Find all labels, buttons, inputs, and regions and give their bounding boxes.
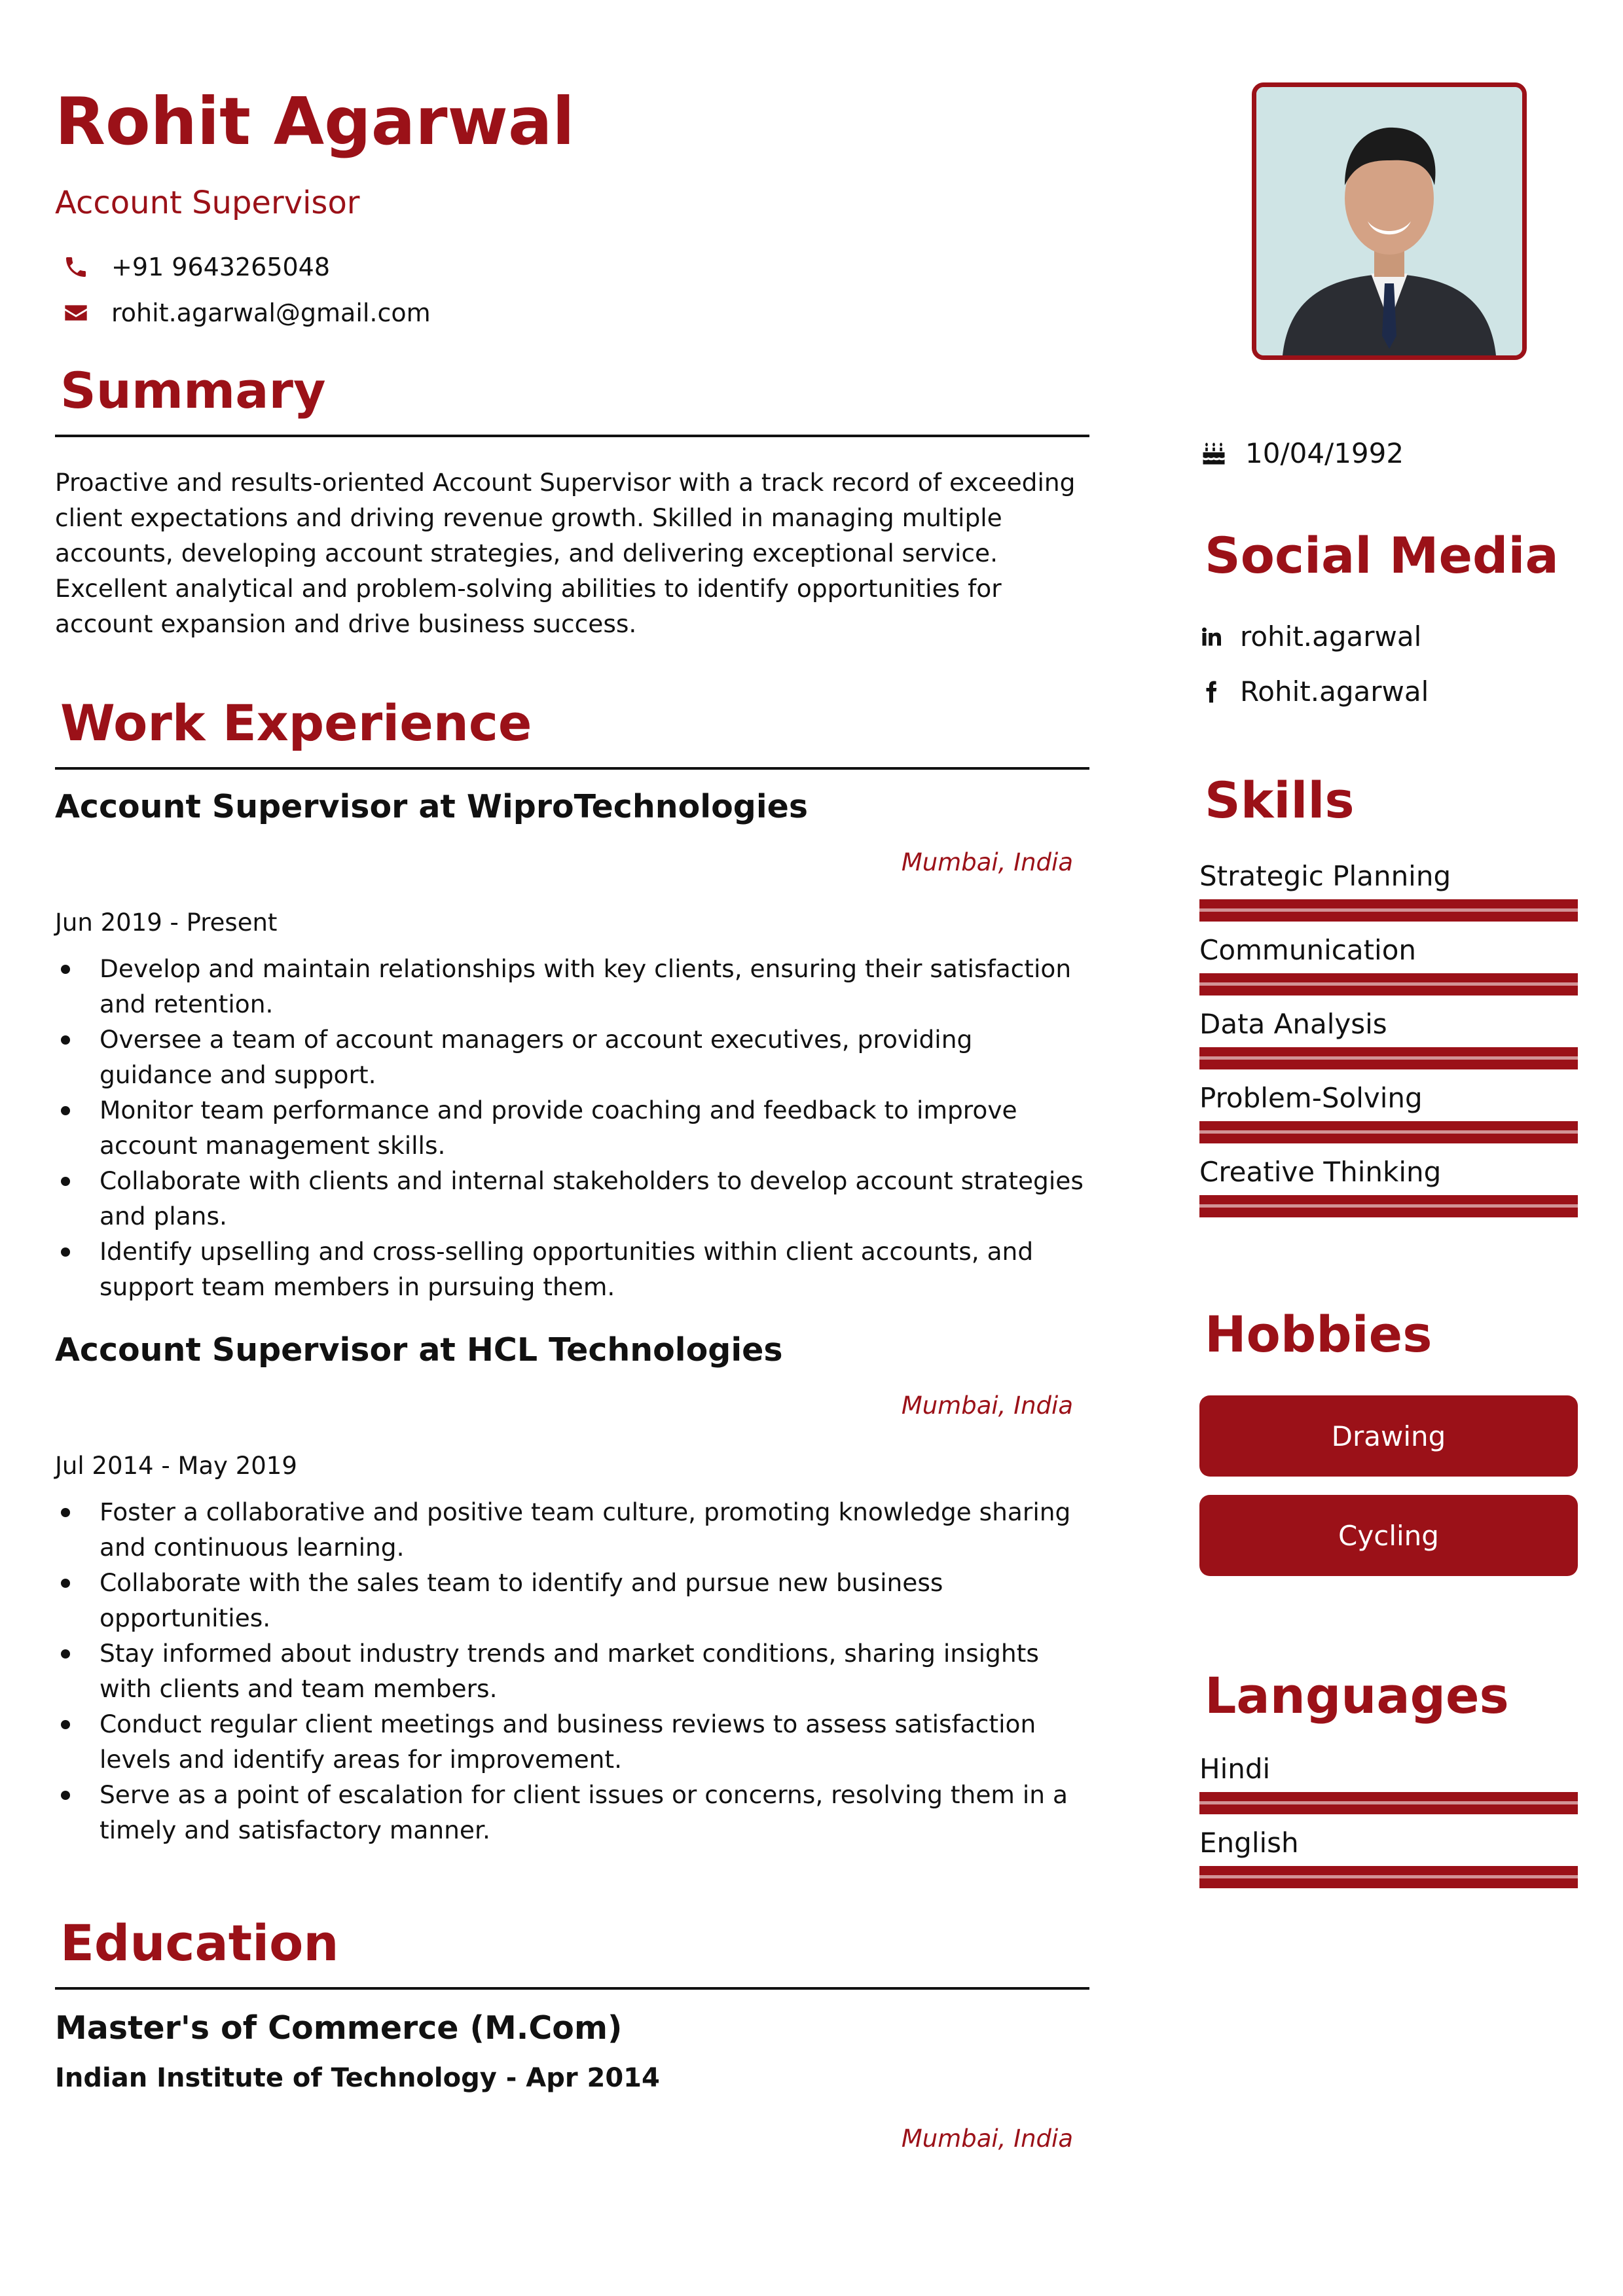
hobby-badge: Cycling bbox=[1199, 1495, 1578, 1576]
hobbies-heading: Hobbies bbox=[1205, 1305, 1432, 1363]
date-of-birth bbox=[1199, 437, 1404, 469]
skill-label: Strategic Planning bbox=[1199, 860, 1451, 892]
list-item: Conduct regular client meetings and business reviews to assess satisfaction levels and identify areas for improvement. bbox=[55, 1706, 1089, 1777]
languages-heading: Languages bbox=[1205, 1666, 1509, 1725]
work-experience-divider bbox=[55, 767, 1089, 770]
skill-bar bbox=[1199, 899, 1578, 922]
job-responsibilities bbox=[55, 1494, 1089, 1848]
candidate-title: Account Supervisor bbox=[55, 185, 360, 221]
skill-label: Problem-Solving bbox=[1199, 1082, 1423, 1114]
language-label: English bbox=[1199, 1827, 1299, 1859]
candidate-name: Rohit Agarwal bbox=[55, 83, 575, 160]
summary-heading: Summary bbox=[60, 361, 326, 420]
education-heading: Education bbox=[60, 1914, 339, 1972]
language-bar bbox=[1199, 1792, 1578, 1814]
list-item: Collaborate with the sales team to identify and pursue new business opportunities. bbox=[55, 1565, 1089, 1636]
summary-divider bbox=[55, 435, 1089, 437]
job-location: Mumbai, India bbox=[901, 848, 1073, 876]
phone-contact bbox=[63, 253, 330, 281]
list-item: Oversee a team of account managers or account executives, providing guidance and support. bbox=[55, 1022, 1089, 1092]
language-bar bbox=[1199, 1866, 1578, 1888]
phone-number: +91 9643265048 bbox=[111, 253, 331, 281]
skill-bar bbox=[1199, 1047, 1578, 1069]
email-contact bbox=[63, 298, 431, 327]
education-location: Mumbai, India bbox=[901, 2125, 1073, 2153]
skill-label: Communication bbox=[1199, 934, 1417, 966]
skill-bar bbox=[1199, 1195, 1578, 1217]
skill-label: Creative Thinking bbox=[1199, 1156, 1442, 1188]
facebook-handle: Rohit.agarwal bbox=[1240, 675, 1429, 708]
email-address: rohit.agarwal@gmail.com bbox=[111, 298, 431, 327]
skill-bar bbox=[1199, 1121, 1578, 1143]
list-item: Collaborate with clients and internal stakeholders to develop account strategies and plans. bbox=[55, 1163, 1089, 1234]
education-divider bbox=[55, 1987, 1089, 1990]
job-title: Account Supervisor at WiproTechnologies bbox=[55, 788, 809, 825]
linkedin-link[interactable] bbox=[1199, 620, 1421, 653]
language-label: Hindi bbox=[1199, 1753, 1271, 1785]
skills-heading: Skills bbox=[1205, 771, 1355, 829]
list-item: Monitor team performance and provide coaching and feedback to improve account management skills. bbox=[55, 1092, 1089, 1163]
skill-label: Data Analysis bbox=[1199, 1008, 1387, 1040]
summary-text: Proactive and results-oriented Account Supervisor with a track record of exceeding client expectations and driving revenue growth. Skilled in managing multiple accounts, developing account strategies, and delivering exceptional service. Excellent analytical and problem-solving abilities to identify opportunities for account expansion and drive business success. bbox=[55, 468, 1076, 638]
list-item: Identify upselling and cross-selling opportunities within client accounts, and support team members in pursuing them. bbox=[55, 1234, 1089, 1304]
linkedin-icon bbox=[1199, 625, 1223, 649]
dob-value: 10/04/1992 bbox=[1245, 437, 1404, 469]
job-responsibilities bbox=[55, 951, 1089, 1304]
facebook-icon bbox=[1199, 680, 1223, 704]
job-dates: Jul 2014 - May 2019 bbox=[55, 1452, 297, 1480]
envelope-icon bbox=[63, 300, 89, 326]
skill-bar bbox=[1199, 973, 1578, 996]
social-media-heading: Social Media bbox=[1205, 526, 1559, 584]
job-dates: Jun 2019 - Present bbox=[55, 908, 278, 937]
list-item: Foster a collaborative and positive team culture, promoting knowledge sharing and continuous learning. bbox=[55, 1494, 1089, 1565]
list-item: Develop and maintain relationships with key clients, ensuring their satisfaction and retention. bbox=[55, 951, 1089, 1022]
phone-icon bbox=[63, 254, 89, 280]
degree-title: Master's of Commerce (M.Com) bbox=[55, 2009, 623, 2047]
institution-name: Indian Institute of Technology - Apr 2014 bbox=[55, 2063, 660, 2093]
list-item: Stay informed about industry trends and market conditions, sharing insights with clients and team members. bbox=[55, 1636, 1089, 1706]
hobby-badge: Drawing bbox=[1199, 1395, 1578, 1477]
person-portrait-icon bbox=[1256, 87, 1522, 355]
facebook-link[interactable] bbox=[1199, 675, 1429, 708]
job-location: Mumbai, India bbox=[901, 1391, 1073, 1420]
work-experience-heading: Work Experience bbox=[60, 694, 532, 752]
profile-photo bbox=[1252, 82, 1527, 360]
linkedin-handle: rohit.agarwal bbox=[1240, 620, 1422, 653]
list-item: Serve as a point of escalation for client issues or concerns, resolving them in a timely and satisfactory manner. bbox=[55, 1777, 1089, 1848]
birthday-cake-icon bbox=[1199, 439, 1228, 468]
job-title: Account Supervisor at HCL Technologies bbox=[55, 1331, 783, 1369]
